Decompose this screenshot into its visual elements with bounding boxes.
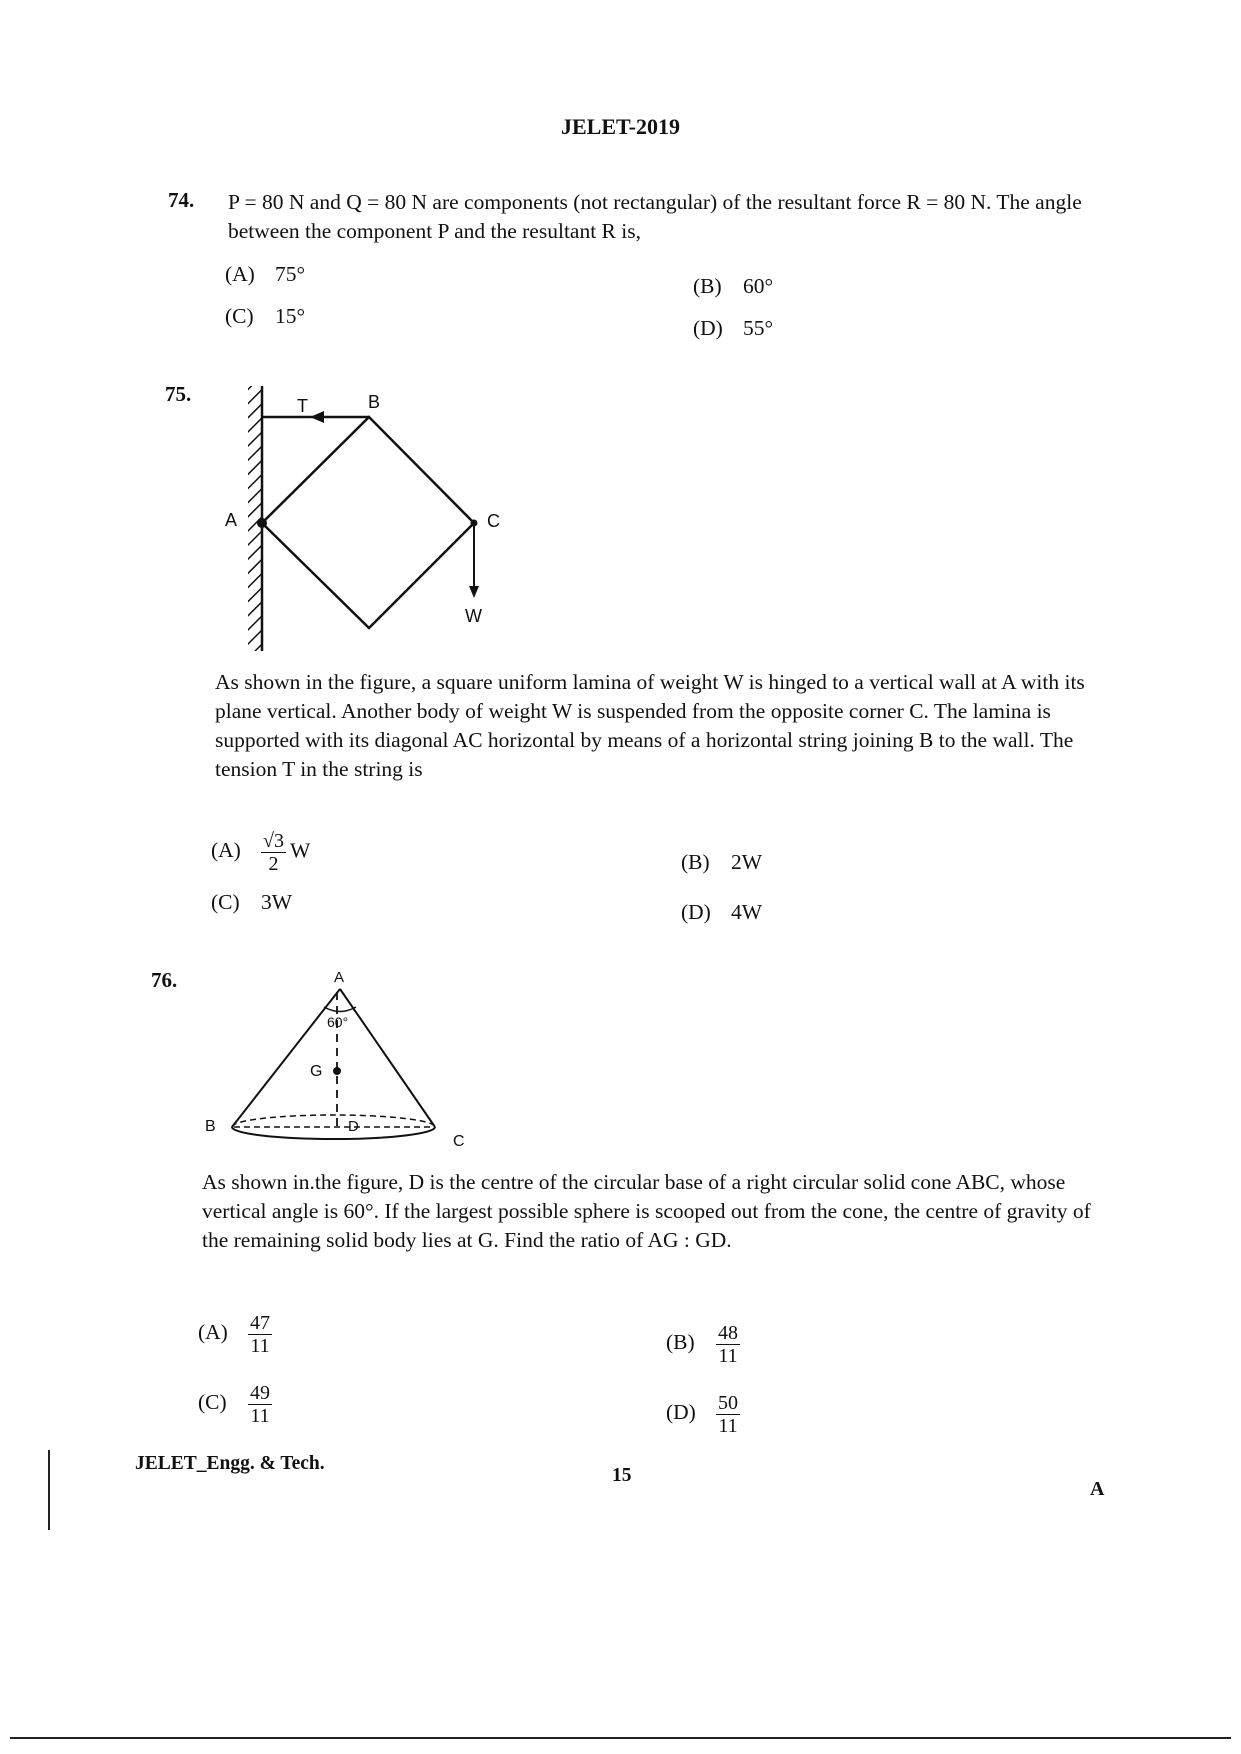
fraction-denominator: 11 [250, 1335, 270, 1357]
question-75-option-c [211, 890, 292, 915]
label-a: A [334, 969, 345, 986]
label-t: T [297, 396, 308, 416]
option-label: (B) [681, 850, 710, 874]
question-74-text: P = 80 N and Q = 80 N are components (not rectangular) of the resultant force R = 80 N. The angle between the component P and the resultant R is, [228, 190, 1082, 243]
fraction [716, 1322, 740, 1367]
option-value: 75° [275, 262, 306, 286]
option-label: (D) [693, 316, 723, 340]
footer-page-number: 15 [612, 1465, 632, 1486]
page-header-title: JELET-2019 [560, 114, 680, 139]
option-label: (A) [211, 838, 241, 863]
square-lamina [262, 417, 474, 628]
question-76-option-a [198, 1312, 276, 1357]
fraction-denominator: 11 [718, 1345, 738, 1367]
label-a: A [225, 510, 238, 530]
question-76-text: As shown in.the figure, D is the centre of the circular base of a right circular solid cone ABC, whose vertical angle is 60°. If the largest possible sphere is scooped out from the cone, the centre of gravity of the remaining solid body lies at G. Find the ratio of AG : GD. [202, 1170, 1091, 1252]
option-label: (D) [666, 1400, 696, 1425]
fraction [248, 1312, 272, 1357]
fraction-numerator: 47 [250, 1312, 270, 1334]
wall-hatching [248, 386, 261, 651]
fraction [248, 1382, 272, 1427]
question-75-figure [0, 0, 1241, 700]
question-76-figure [0, 950, 1241, 1150]
option-label: (C) [198, 1390, 227, 1415]
option-label: (A) [198, 1320, 228, 1345]
scan-margin-line [48, 1450, 50, 1530]
option-label: (B) [693, 274, 722, 298]
fraction-numerator: √3 [263, 830, 284, 852]
point-c [471, 520, 478, 527]
question-75-text: As shown in the figure, a square uniform lamina of weight W is hinged to a vertical wall at A with its plane vertical. Another body of weight W is suspended from the opposite corner C. The lamina is supported with its diagonal AC horizontal by means of a horizontal string joining B to the wall. The tension T in the string is [215, 670, 1085, 781]
footer-set-code: A [1090, 1478, 1105, 1500]
option-value: 4W [731, 900, 763, 924]
base-front-edge [232, 1127, 435, 1139]
option-value: 55° [743, 316, 774, 340]
fraction-numerator: 48 [718, 1322, 738, 1344]
question-76-number: 76. [151, 968, 178, 992]
option-value: 60° [743, 274, 774, 298]
fraction-numerator: 49 [250, 1382, 270, 1404]
option-label: (C) [225, 304, 254, 328]
question-75-option-a [211, 830, 310, 875]
fraction-denominator: 2 [268, 853, 279, 875]
question-76-option-d [666, 1392, 744, 1437]
angle-arc [324, 1007, 356, 1012]
footer-exam-name: JELET_Engg. & Tech. [135, 1453, 325, 1474]
question-76-option-c [198, 1382, 276, 1427]
weight-arrowhead [469, 586, 479, 598]
fraction-denominator: 11 [718, 1415, 738, 1437]
question-76-option-b [666, 1322, 744, 1367]
option-value: 3W [261, 890, 293, 914]
fraction-denominator: 11 [250, 1405, 270, 1427]
base-back-edge [232, 1115, 435, 1127]
option-value: 2W [731, 850, 763, 874]
option-value: 15° [275, 304, 306, 328]
label-w: W [465, 606, 482, 626]
point-g [333, 1067, 341, 1075]
option-label: (A) [225, 262, 255, 286]
label-b: B [205, 1118, 216, 1135]
question-75-number: 75. [165, 382, 192, 406]
label-d: D [348, 1118, 359, 1135]
fraction-numerator: 50 [718, 1392, 738, 1414]
label-c: C [453, 1133, 465, 1150]
cone-side-ac [340, 989, 435, 1127]
question-75-option-b [681, 850, 762, 875]
option-label: (B) [666, 1330, 695, 1355]
label-b: B [368, 392, 381, 412]
option-label: (D) [681, 900, 711, 924]
label-c: C [487, 511, 500, 531]
question-75-option-d [681, 900, 762, 925]
hinge-a [257, 518, 267, 528]
label-g: G [310, 1063, 323, 1080]
tension-arrowhead [310, 411, 324, 423]
label-angle: 60° [327, 1014, 349, 1030]
option-label: (C) [211, 890, 240, 914]
fraction [261, 830, 286, 875]
cone-side-ab [232, 989, 340, 1127]
question-74-number: 74. [168, 188, 195, 212]
option-suffix: W [289, 838, 311, 863]
page-bottom-line [10, 1737, 1231, 1739]
fraction [716, 1392, 740, 1437]
